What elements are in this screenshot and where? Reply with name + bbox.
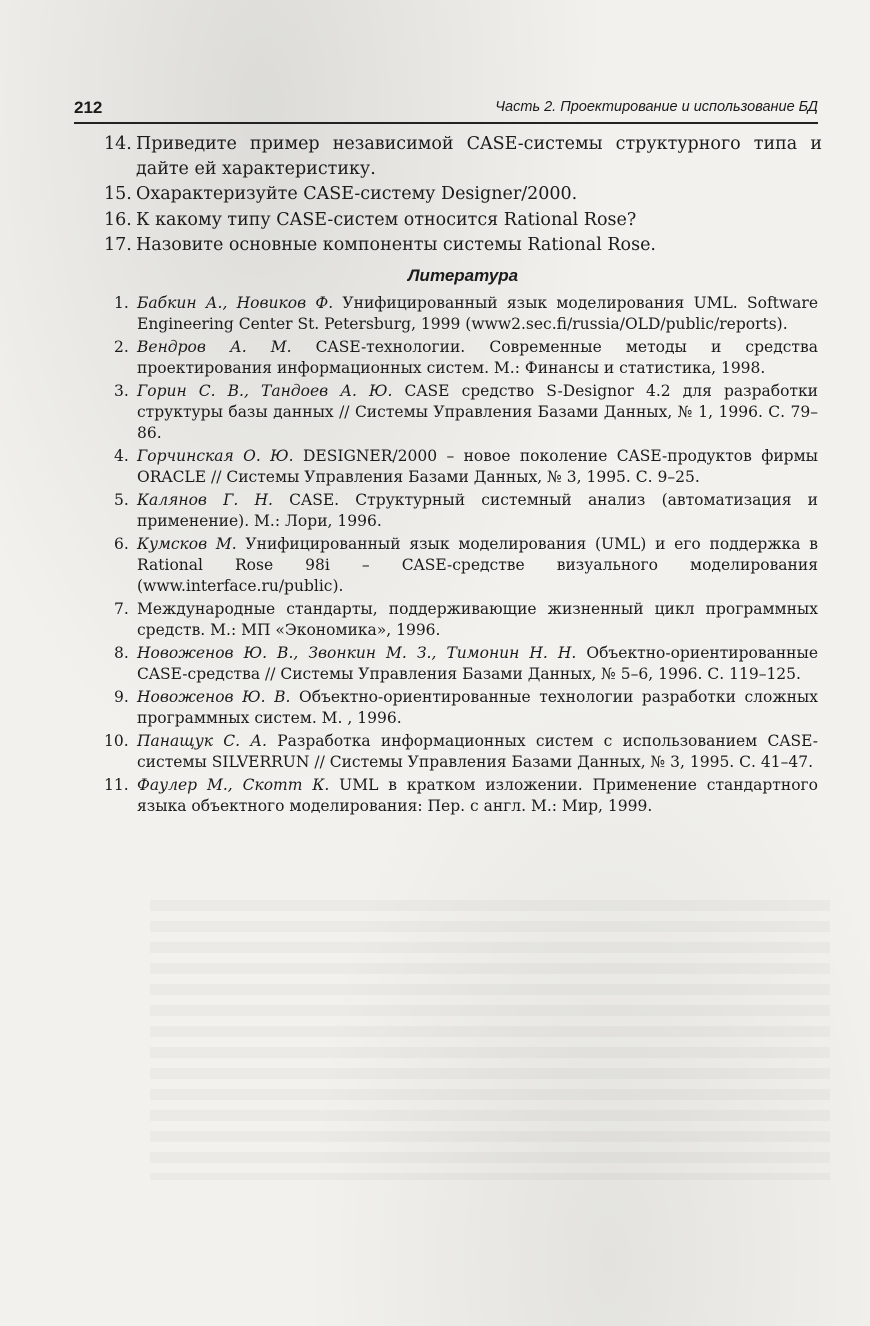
reference-text: DESIGNER/2000 – новое поколение CASE-продуктов фирмы ORACLE // Системы Управления Базами Данных, № 3, 1995. С. 9–25.	[137, 446, 818, 486]
question-item	[104, 208, 822, 233]
reference-item	[104, 293, 822, 335]
reference-author: Новоженов Ю. В., Звонкин М. З., Тимонин Н. Н.	[137, 643, 577, 662]
reference-item	[104, 534, 822, 597]
running-section-title: Часть 2. Проектирование и использование БД	[495, 99, 818, 115]
reference-text: Объектно-ориентированные технологии разработки сложных программных систем. М. , 1996.	[137, 687, 818, 727]
reference-item	[104, 599, 822, 641]
reference-number: 5.	[114, 490, 129, 509]
reference-text: CASE-технологии. Современные методы и средства проектирования информационных систем. М.: Финансы и статистика, 1998.	[137, 337, 818, 377]
review-questions	[104, 132, 822, 258]
reference-number: 1.	[114, 293, 129, 312]
reference-author: Фаулер М., Скотт К.	[137, 775, 330, 794]
running-header	[74, 96, 818, 124]
reference-number: 3.	[114, 381, 129, 400]
reference-item	[104, 643, 822, 685]
page-number: 212	[74, 98, 103, 117]
reference-item	[104, 381, 822, 444]
question-number: 15.	[104, 184, 132, 204]
reference-item	[104, 775, 822, 817]
reference-author: Калянов Г. Н.	[137, 490, 273, 509]
page-content	[104, 132, 822, 819]
reference-number: 9.	[114, 687, 129, 706]
question-text: Назовите основные компоненты системы Rational Rose.	[136, 235, 656, 255]
question-item	[104, 132, 822, 181]
reference-author: Панащук С. А.	[137, 731, 267, 750]
reference-text: Разработка информационных систем с использованием CASE-системы SILVERRUN // Системы Управления Базами Данных, № 3, 1995. С. 41–47.	[137, 731, 818, 771]
reference-text: UML в кратком изложении. Применение стандартного языка объектного моделирования: Пер. с англ. М.: Мир, 1999.	[137, 775, 818, 815]
reference-item	[104, 731, 822, 773]
reference-item	[104, 687, 822, 729]
question-number: 16.	[104, 209, 132, 230]
reference-text: Объектно-ориентированные CASE-средства // Системы Управления Базами Данных, № 5–6, 1996. С. 119–125.	[137, 643, 818, 683]
reference-number: 4.	[114, 446, 129, 465]
question-text: Приведите пример независимой CASE-системы структурного типа и дайте ей характеристику.	[136, 134, 822, 179]
reference-text: Международные стандарты, поддерживающие жизненный цикл программных средств. М.: МП «Экономика», 1996.	[137, 599, 818, 639]
reference-author: Горчинская О. Ю.	[137, 446, 294, 465]
bleed-through-text	[150, 900, 830, 1180]
reference-number: 6.	[114, 534, 129, 553]
reference-number: 10.	[104, 731, 129, 750]
reference-text: Унифицированный язык моделирования (UML) и его поддержка в Rational Rose 98i – CASE-средстве визуального моделирования (www.interface.ru/public).	[137, 534, 818, 595]
reference-item	[104, 446, 822, 488]
reference-author: Вендров А. М.	[137, 337, 292, 356]
reference-number: 7.	[114, 599, 129, 618]
reference-item	[104, 337, 822, 379]
reference-text: CASE средство S-Designor 4.2 для разработки структуры базы данных // Системы Управления Базами Данных, № 1, 1996. С. 79–86.	[137, 381, 818, 442]
question-number: 17.	[104, 235, 132, 255]
reference-author: Горин С. В., Тандоев А. Ю.	[137, 381, 393, 400]
question-item	[104, 233, 822, 258]
reference-number: 2.	[114, 337, 129, 356]
reference-author: Новоженов Ю. В.	[137, 687, 291, 706]
question-number: 14.	[104, 134, 132, 154]
reference-number: 11.	[104, 775, 129, 794]
reference-list	[104, 293, 822, 817]
reference-author: Кумсков М.	[137, 534, 237, 553]
question-text: К какому типу CASE-систем относится Rational Rose?	[136, 209, 637, 230]
reference-text: Унифицированный язык моделирования UML. Software Engineering Center St. Petersburg, 1999 (www2.sec.fi/russia/OLD/public/reports).	[137, 293, 819, 333]
literature-heading: Литература	[407, 265, 519, 285]
reference-text: CASE. Структурный системный анализ (автоматизация и применение). М.: Лори, 1996.	[137, 490, 819, 530]
reference-number: 8.	[114, 643, 129, 662]
reference-author: Бабкин А., Новиков Ф.	[137, 293, 334, 312]
question-item	[104, 182, 822, 207]
question-text: Охарактеризуйте CASE-систему Designer/2000.	[136, 184, 578, 204]
reference-item	[104, 490, 822, 532]
